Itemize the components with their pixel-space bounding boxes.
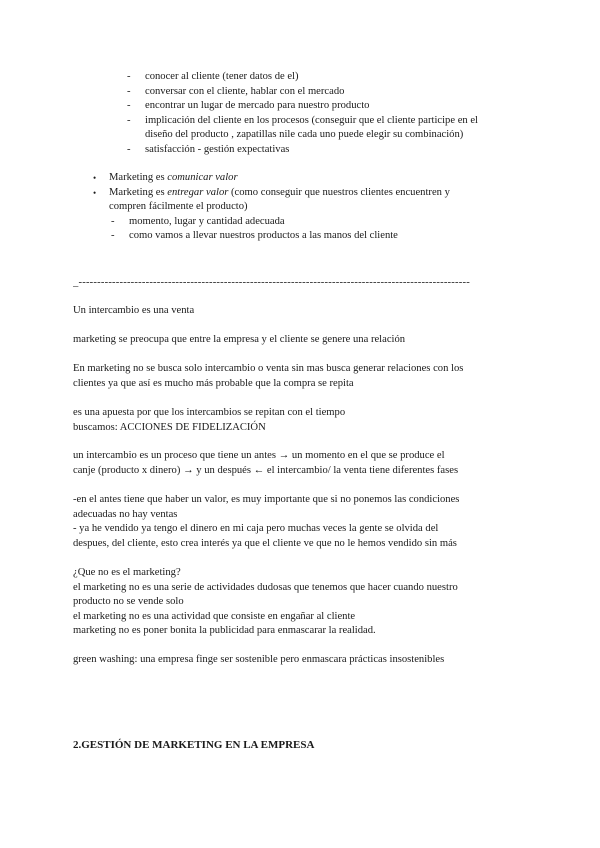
dash-marker: - [127,100,131,112]
dashed-separator: _--------------------------------------------------------------------------------------------------------- [73,277,470,288]
bullet-continuation: compren fácilmente el producto) [109,201,248,213]
paragraph-line: marketing no es poner bonita la publicidad para enmascarar la realidad. [73,625,376,637]
bullet-suffix: (como conseguir que nuestros clientes encuentren y [228,186,450,198]
paragraph-line: el marketing no es una actividad que consiste en engañar al cliente [73,610,356,622]
paragraph-line: ¿Que no es el marketing? [73,567,181,578]
paragraph-line: Un intercambio es una venta [73,305,195,316]
list-item-text: implicación del cliente en los procesos (conseguir que el cliente participe en el [145,114,478,126]
paragraph-line: producto no se vende solo [73,596,184,608]
paragraph-line: clientes ya que así es mucho más probable que la compra se repita [73,377,354,389]
paragraph [73,362,543,391]
marketing-bullet-list [93,171,543,244]
sub-list-text: como vamos a llevar nuestros productos a las manos del cliente [129,230,398,242]
list-item-text: encontrar un lugar de mercado para nuestro producto [145,100,370,112]
list-item [127,70,547,85]
intro-dash-list [127,70,547,158]
paragraph [73,653,543,668]
list-item [127,143,547,158]
list-item [127,99,547,114]
bullet-prefix: Marketing es [109,172,168,183]
paragraph-line: -en el antes tiene que haber un valor, es muy importante que si no ponemos las condiciones [73,494,460,505]
dash-marker: - [127,85,131,97]
list-item [127,85,547,100]
bullet-item [93,186,543,215]
paragraph [73,406,543,435]
section-heading: 2.GESTIÓN DE MARKETING EN LA EMPRESA [73,739,315,751]
bullet-prefix: Marketing es [109,186,168,198]
paragraph-line: En marketing no se busca solo intercambio o venta sin mas busca generar relaciones con los [73,363,464,374]
dash-marker: - [111,230,115,242]
dash-marker: - [111,215,115,227]
bullet-emphasis: comunicar valor [167,172,238,183]
paragraph-line: es una apuesta por que los intercambios se repitan con el tiempo [73,407,346,418]
list-item-text: conocer al cliente (tener datos de el) [145,71,299,82]
list-item-text: diseño del producto , zapatillas nile cada uno puede elegir su combinación) [145,129,464,141]
paragraph [73,304,543,319]
sub-list-text: momento, lugar y cantidad adecuada [129,215,285,227]
paragraph [73,566,543,639]
dash-marker: - [127,143,131,155]
paragraph-line: el marketing no es una serie de actividades dudosas que tenemos que hacer cuando nuestro [73,581,458,593]
bullet-emphasis: entregar valor [167,186,229,198]
bullet-marker: • [93,187,97,198]
sub-list-item [111,229,543,244]
paragraph-line: - ya he vendido ya tengo el dinero en mi caja pero muchas veces la gente se olvida del [73,523,439,535]
sub-list-item [111,215,543,230]
paragraph [73,493,543,551]
paragraph-line: buscamos: ACCIONES DE FIDELIZACIÓN [73,421,266,433]
list-item [127,114,547,143]
paragraph-line: despues, del cliente, esto crea interés ya que el cliente ve que no le hemos vendido sin más [73,537,457,549]
bullet-item [93,171,543,186]
paragraph [73,449,543,478]
paragraph-line: marketing se preocupa que entre la empresa y el cliente se genere una relación [73,334,406,345]
paragraph-line: canje (producto x dinero) → y un después ← el intercambio/ la venta tiene diferentes fases [73,464,459,476]
paragraph-line: adecuadas no hay ventas [73,508,178,520]
list-item-text: conversar con el cliente, hablar con el mercado [145,85,345,97]
dash-marker: - [127,114,131,126]
paragraph [73,333,543,348]
bullet-marker: • [93,173,97,183]
list-item-text: satisfacción - gestión expectativas [145,143,290,155]
paragraph-line: un intercambio es un proceso que tiene un antes → un momento en el que se produce el [73,450,445,461]
dash-marker: - [127,71,131,82]
paragraph-line: green washing: una empresa finge ser sostenible pero enmascara prácticas insostenibles [73,654,445,665]
